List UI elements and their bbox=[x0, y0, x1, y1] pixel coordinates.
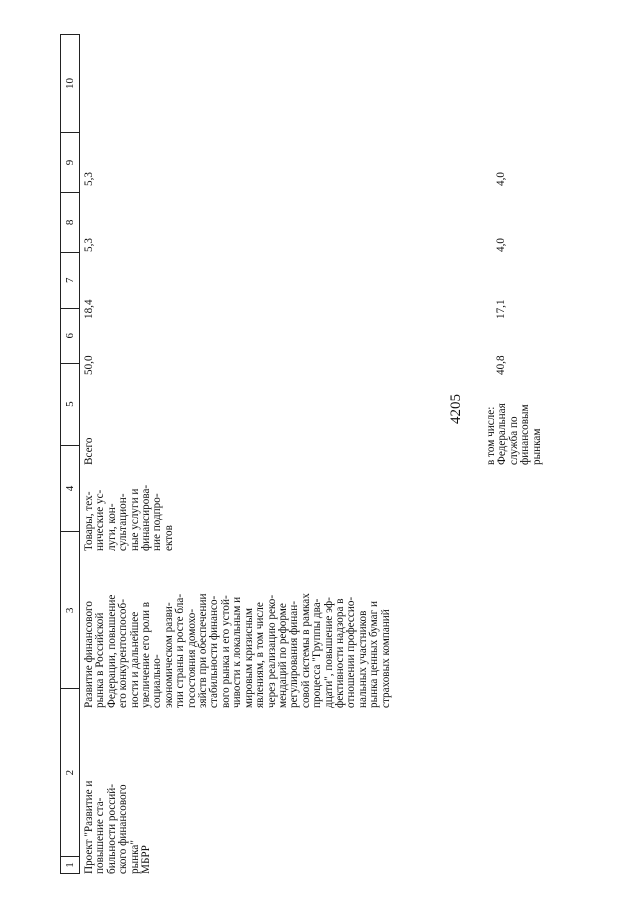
page-number: 4205 bbox=[448, 394, 464, 424]
total-col7-value: 18,4 bbox=[83, 299, 95, 319]
col-6-header: 6 bbox=[61, 308, 80, 363]
col-8-header: 8 bbox=[61, 192, 80, 252]
col-2-header: 2 bbox=[61, 689, 80, 857]
total-col8-value: 5,3 bbox=[83, 238, 95, 252]
table-header bbox=[60, 34, 80, 874]
fsfr-col9-value: 4,0 bbox=[495, 172, 507, 186]
expense-type-cell: Товары, тех- нические ус- луги, кон- сультацион- ные услуги и финансирова- ние подпро- ектов bbox=[83, 484, 175, 551]
total-col9-value: 5,3 bbox=[83, 172, 95, 186]
total-label-cell: Всего bbox=[83, 437, 95, 465]
col-7-header: 7 bbox=[61, 252, 80, 308]
col-9-header: 9 bbox=[61, 132, 80, 192]
col-3-header: 3 bbox=[61, 532, 80, 689]
col-4-header: 4 bbox=[61, 445, 80, 532]
fsfr-col7-value: 17,1 bbox=[495, 299, 507, 319]
col-5-header: 5 bbox=[61, 363, 80, 445]
goal-cell: Развитие финансового рынка в Российской Федерации, повышение его конкурентоспособ- ности и дальнейшее увеличение его роли в социально- экономическом разви- тии страны и росте бла- госостояния домохо- зяйств при обеспечении стабильности финансо- вого рынка и его устой- чивости к локальным и мировым кризисным явлениям, в том числе через реализацию реко- мендаций по реформе регулирования финан- совой системы в рамках процесса "Группы два- дцати", повышение эф- фективности надзора в отношении профессио- нальных участников рынка ценных бумаг и страховых компаний bbox=[83, 593, 392, 708]
fsfr-col6-value: 40,8 bbox=[495, 355, 507, 375]
table-body bbox=[80, 34, 640, 874]
fsfr-col8-value: 4,0 bbox=[495, 238, 507, 252]
col-10-header: 10 bbox=[61, 35, 80, 133]
table-header-strip bbox=[60, 34, 80, 874]
col-1-header: 1 bbox=[61, 857, 80, 874]
fsfr-label-cell: в том числе: Федеральная служба по финансовым рынкам bbox=[485, 403, 543, 465]
total-col6-value: 50,0 bbox=[83, 355, 95, 375]
project-name-cell: Проект "Развитие и повышение ста- бильности россий- ского финансового рынка" МБРР bbox=[83, 780, 153, 874]
